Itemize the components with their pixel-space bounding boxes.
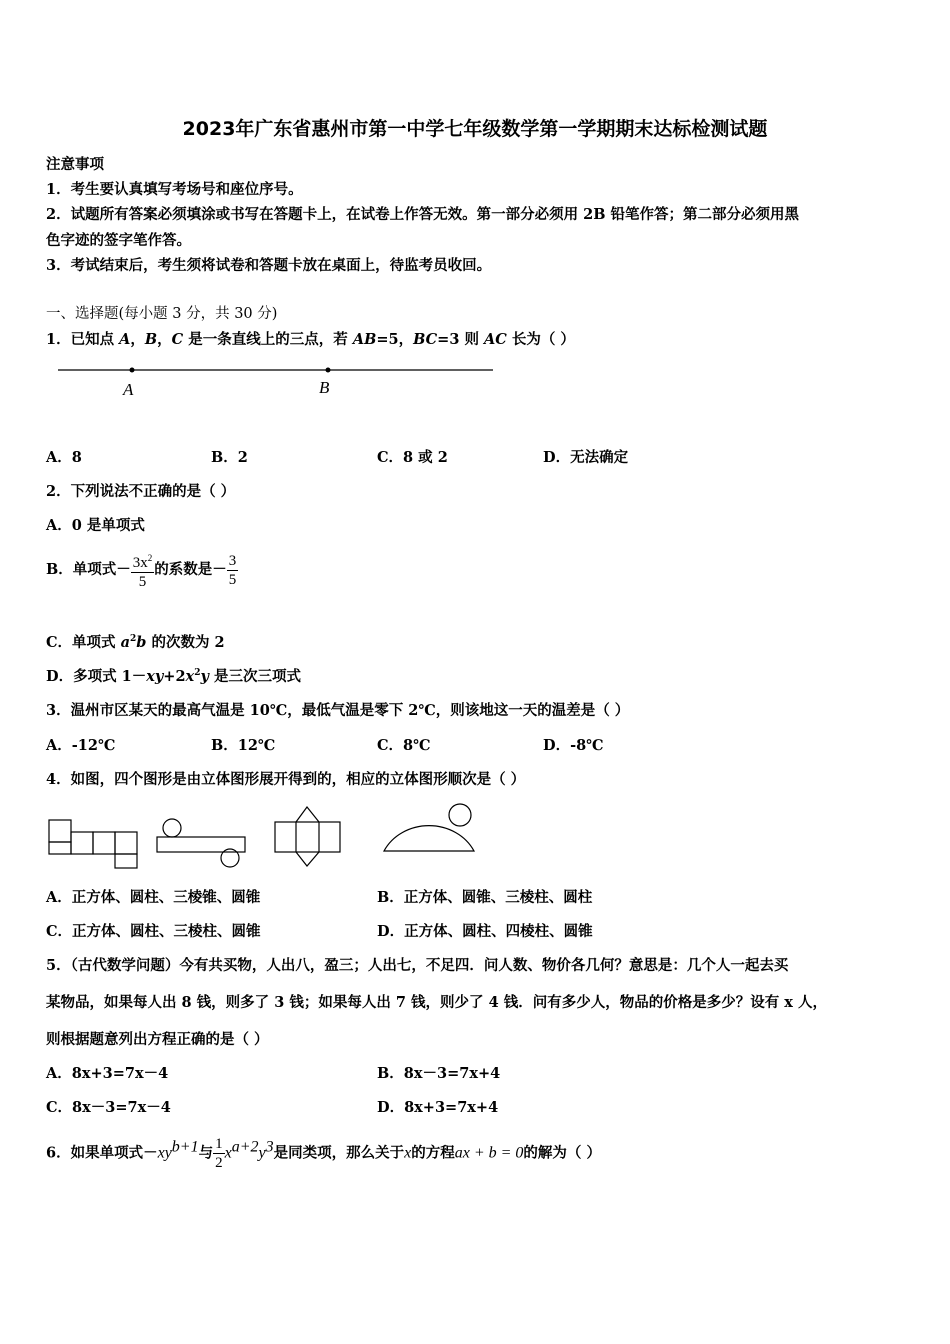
fraction: $\frac{3}{5}$ xyxy=(228,552,237,588)
option-c: C．单项式 $a^2b$ 的次数为 2 xyxy=(46,634,225,651)
option-c: C．8 或 2 xyxy=(377,449,448,466)
notice-item: 2．试题所有答案必须填涂或书写在答题卡上，在试卷上作答无效。第一部分必须用 2B 铅笔作答；第二部分必须用黑 xyxy=(46,206,800,223)
option-b: B．2 xyxy=(211,449,248,466)
option-d: D．-8℃ xyxy=(543,737,604,754)
section-heading: 一、选择题(每小题 3 分，共 30 分) xyxy=(46,306,278,322)
option-b: B．8x－3=7x+4 xyxy=(377,1065,501,1082)
option-b: B．单项式－ $\frac{3x^2}{5}$ 的系数是－ $\frac{3}{5}$ xyxy=(46,549,238,591)
option-d: D．8x+3=7x+4 xyxy=(377,1099,499,1116)
question-4-stem: 4．如图，四个图形是由立体图形展开得到的，相应的立体图形顺次是（ ） xyxy=(46,771,526,788)
option-b: B．正方体、圆锥、三棱柱、圆柱 xyxy=(377,889,593,906)
notice-item: 3．考试结束后，考生须将试卷和答题卡放在桌面上，待监考员收回。 xyxy=(46,257,492,274)
cylinder-net xyxy=(157,819,245,867)
option-c: C．8x－3=7x－4 xyxy=(46,1099,171,1116)
option-d: D．无法确定 xyxy=(543,449,629,466)
fraction: $\frac{1}{2}$ xyxy=(215,1136,223,1171)
question-6-stem: 6．如果单项式$-xy^{b+1}$与 $\frac{1}{2}$ $x^{a+2}y^3$是同类项，那么关于x的方程ax + b = 0的解为（ ） xyxy=(46,1136,601,1171)
point-a-label: A xyxy=(123,380,134,399)
option-d: D．多项式 $1-xy+2x^2y$ 是三次三项式 xyxy=(46,668,301,685)
option-a: A．正方体、圆柱、三棱锥、圆锥 xyxy=(46,889,261,906)
question-1-stem: 1．已知点 A，B，C 是一条直线上的三点，若 AB=5，BC=3 则 AC 长为（ ） xyxy=(46,331,575,348)
option-c: C．正方体、圆柱、三棱柱、圆锥 xyxy=(46,923,261,940)
option-c: C．8℃ xyxy=(377,737,431,754)
question-5-line: 5．（古代数学问题）今有共买物，人出八，盈三；人出七，不足四．问人数、物价各几何？意思是：几个人一起去买 xyxy=(46,957,789,974)
page-title: 2023年广东省惠州市第一中学七年级数学第一学期期末达标检测试题 xyxy=(182,118,768,140)
option-b: B．12℃ xyxy=(211,737,276,754)
point-b-label: B xyxy=(319,378,330,397)
question-5-line: 则根据题意列出方程正确的是（ ） xyxy=(46,1031,269,1048)
notice-item: 色字迹的签字笔作答。 xyxy=(46,232,191,249)
prism-net xyxy=(275,807,340,866)
option-a: A．8 xyxy=(46,449,82,466)
fraction: $\frac{3x^2}{5}$ xyxy=(131,549,155,591)
notice-heading: 注意事项 xyxy=(46,156,104,173)
option-a: A．8x+3=7x－4 xyxy=(46,1065,169,1082)
question-3-stem: 3．温州市区某天的最高气温是 10℃，最低气温是零下 2℃，则该地这一天的温差是（ ） xyxy=(46,702,630,719)
option-a: A．-12℃ xyxy=(46,737,116,754)
option-a: A．0 是单项式 xyxy=(46,517,145,534)
option-d: D．正方体、圆柱、四棱柱、圆锥 xyxy=(377,923,593,940)
cube-net xyxy=(49,820,137,868)
cone-net xyxy=(384,804,474,851)
question-2-stem: 2．下列说法不正确的是（ ） xyxy=(46,483,236,500)
question-5-line: 某物品，如果每人出 8 钱，则多了 3 钱；如果每人出 7 钱，则少了 4 钱．问有多少人，物品的价格是多少？设有 x 人， xyxy=(46,994,827,1011)
notice-item: 1．考生要认真填写考场号和座位序号。 xyxy=(46,181,303,198)
